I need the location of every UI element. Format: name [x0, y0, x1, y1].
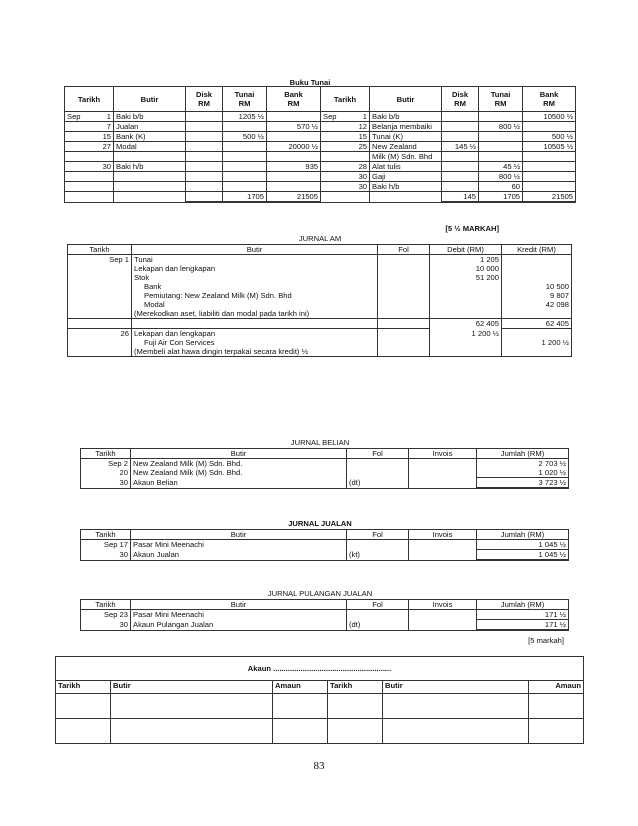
- jam-kredit: [502, 255, 572, 265]
- bt-right-bank: [523, 172, 576, 182]
- bt-left-butir: [114, 172, 186, 182]
- jam-fol: [378, 291, 430, 300]
- jurnal-pulangan-title: JURNAL PULANGAN JUALAN: [267, 589, 373, 598]
- jb-tarikh: 20: [81, 468, 131, 477]
- jam-tarikh: [68, 300, 132, 309]
- jb-butir: New Zealand Milk (M) Sdn. Bhd.: [131, 468, 347, 477]
- bt-right-tunai: 45 ½: [479, 162, 523, 172]
- header-disk: Disk RM: [186, 87, 223, 112]
- buku-tunai-marks: [5 ½ MARKAH]: [445, 224, 499, 233]
- bt-right-butir: [370, 192, 442, 203]
- jam-fol: [378, 319, 430, 329]
- bt-right-bank: [523, 152, 576, 162]
- akaun-blank-row: [56, 694, 584, 719]
- bt-right-day: 1: [353, 112, 370, 122]
- bt-right-tunai: 800 ½: [479, 122, 523, 132]
- bt-right-month: [321, 172, 353, 182]
- jam-kredit: [502, 264, 572, 273]
- bt-left-disk: [186, 162, 223, 172]
- bt-left-butir: [114, 182, 186, 192]
- jp-tarikh: Sep 23: [81, 610, 131, 620]
- header-tunai-right: Tunai RM: [479, 87, 523, 112]
- header-butir-right: Butir: [370, 87, 442, 112]
- bt-left-day: 30: [97, 162, 114, 172]
- bt-left-butir: Modal: [114, 142, 186, 152]
- jam-butir: Fuji Air Con Services: [132, 338, 378, 347]
- jam-tarikh: 26: [68, 329, 132, 339]
- bt-right-tunai: 60: [479, 182, 523, 192]
- jam-kredit: [502, 309, 572, 319]
- jam-h-butir: Butir: [132, 245, 378, 255]
- bt-left-tunai: [223, 182, 267, 192]
- bt-left-butir: Bank (K): [114, 132, 186, 142]
- jj-h-invois: Invois: [409, 530, 477, 540]
- buku-tunai-row: [65, 142, 576, 152]
- jb-invois: [409, 459, 477, 469]
- jb-butir: Akaun Belian: [131, 478, 347, 489]
- jj-butir: Pasar Mini Meenachi: [131, 540, 347, 550]
- bt-left-disk: [186, 142, 223, 152]
- jam-butir: [132, 319, 378, 329]
- bt-left-day: [97, 152, 114, 162]
- bt-left-bank: 21505: [267, 192, 321, 203]
- jp-h-fol: Fol: [347, 600, 409, 610]
- bt-left-month: [65, 192, 97, 203]
- jj-fol: [347, 540, 409, 550]
- bt-right-butir: Milk (M) Sdn. Bhd: [370, 152, 442, 162]
- jp-fol: [347, 610, 409, 620]
- bt-right-month: [321, 192, 353, 203]
- jam-debit: [430, 300, 502, 309]
- buku-tunai-row: [65, 172, 576, 182]
- jurnal-am-row: [68, 309, 572, 319]
- bt-left-tunai: [223, 152, 267, 162]
- jb-row: [81, 468, 569, 477]
- bt-left-disk: [186, 182, 223, 192]
- jam-butir: (Merekodkan aset, liabiliti dan modal pada tarikh ini): [132, 309, 378, 319]
- jb-butir: New Zealand Milk (M) Sdn. Bhd.: [131, 459, 347, 469]
- jp-h-invois: Invois: [409, 600, 477, 610]
- jam-tarikh: Sep 1: [68, 255, 132, 265]
- jb-h-butir: Butir: [131, 449, 347, 459]
- jam-fol: [378, 329, 430, 339]
- bt-right-tunai: [479, 152, 523, 162]
- bt-left-bank: [267, 172, 321, 182]
- bt-left-disk: [186, 172, 223, 182]
- jp-invois: [409, 620, 477, 631]
- jam-tarikh: [68, 309, 132, 319]
- jurnal-jualan-title: JURNAL JUALAN: [288, 519, 352, 528]
- bt-right-tunai: 800 ½: [479, 172, 523, 182]
- bt-right-month: [321, 162, 353, 172]
- akaun-title-row: [56, 657, 584, 681]
- jam-fol: [378, 300, 430, 309]
- jurnal-belian-header-row: [81, 449, 569, 459]
- bt-right-butir: Gaji: [370, 172, 442, 182]
- bt-left-disk: [186, 122, 223, 132]
- jam-tarikh: [68, 282, 132, 291]
- bt-right-disk: [442, 162, 479, 172]
- bt-left-tunai: 1205 ½: [223, 112, 267, 122]
- buku-tunai-title: Buku Tunai: [289, 78, 331, 87]
- header-tarikh-right: Tarikh: [321, 87, 370, 112]
- jam-debit: 51 200: [430, 273, 502, 282]
- jb-tarikh: Sep 2: [81, 459, 131, 469]
- buku-tunai-table: [64, 86, 576, 203]
- akaun-h-butir-right: Butir: [383, 681, 529, 694]
- bt-left-bank: 935: [267, 162, 321, 172]
- bt-right-day: 30: [353, 172, 370, 182]
- jurnal-belian-title: JURNAL BELIAN: [290, 438, 350, 447]
- jam-kredit: 62 405: [502, 319, 572, 329]
- jam-debit: 1 205: [430, 255, 502, 265]
- bt-left-tunai: 1705: [223, 192, 267, 203]
- bt-left-butir: [114, 192, 186, 203]
- bt-left-month: [65, 132, 97, 142]
- bt-right-butir: Belanja membaiki: [370, 122, 442, 132]
- bt-left-day: 7: [97, 122, 114, 132]
- bt-left-month: Sep: [65, 112, 97, 122]
- jb-fol: (dt): [347, 478, 409, 489]
- akaun-h-tarikh: Tarikh: [56, 681, 111, 694]
- jam-kredit: 9 807: [502, 291, 572, 300]
- jurnal-am-header-row: [68, 245, 572, 255]
- jurnal-am-table: [67, 244, 572, 357]
- bt-right-day: 28: [353, 162, 370, 172]
- buku-tunai-row: [65, 162, 576, 172]
- jb-fol: [347, 468, 409, 477]
- jam-butir: Modal: [132, 300, 378, 309]
- jam-h-kredit: Kredit (RM): [502, 245, 572, 255]
- jj-fol: (kt): [347, 550, 409, 561]
- header-tarikh: Tarikh: [65, 87, 114, 112]
- jam-kredit: [502, 347, 572, 357]
- jj-jumlah: 1 045 ½: [477, 550, 569, 561]
- bt-right-tunai: [479, 112, 523, 122]
- bt-left-butir: Baki h/b: [114, 162, 186, 172]
- page-number: 83: [313, 760, 325, 772]
- jb-row: [81, 459, 569, 469]
- jb-fol: [347, 459, 409, 469]
- buku-tunai-row: [65, 182, 576, 192]
- bt-left-tunai: 500 ½: [223, 132, 267, 142]
- bt-left-disk: [186, 132, 223, 142]
- bt-left-month: [65, 162, 97, 172]
- header-bank-right: Bank RM: [523, 87, 576, 112]
- bt-left-butir: Jualan: [114, 122, 186, 132]
- bt-left-month: [65, 152, 97, 162]
- bt-right-butir: New Zealand: [370, 142, 442, 152]
- bt-right-tunai: [479, 132, 523, 142]
- jj-row: [81, 550, 569, 561]
- bt-left-day: [97, 172, 114, 182]
- bt-right-disk: [442, 152, 479, 162]
- jb-h-tarikh: Tarikh: [81, 449, 131, 459]
- jam-debit: [430, 291, 502, 300]
- bt-right-month: [321, 132, 353, 142]
- bt-left-tunai: [223, 172, 267, 182]
- jam-kredit: 42 098: [502, 300, 572, 309]
- jurnal-jualan-table: [80, 529, 569, 561]
- bt-right-disk: 145 ½: [442, 142, 479, 152]
- bt-left-day: [97, 192, 114, 203]
- jam-butir: Stok: [132, 273, 378, 282]
- jj-tarikh: Sep 17: [81, 540, 131, 550]
- jam-butir: Tunai: [132, 255, 378, 265]
- buku-tunai-row: [65, 122, 576, 132]
- bt-left-day: [97, 182, 114, 192]
- bt-right-day: 30: [353, 182, 370, 192]
- jurnal-am-row: [68, 282, 572, 291]
- jam-debit: 62 405: [430, 319, 502, 329]
- jb-jumlah: 3 723 ½: [477, 478, 569, 489]
- jam-butir: Bank: [132, 282, 378, 291]
- jam-butir: Pemiutang: New Zealand Milk (M) Sdn. Bhd: [132, 291, 378, 300]
- jp-fol: (dt): [347, 620, 409, 631]
- jj-butir: Akaun Jualan: [131, 550, 347, 561]
- jam-tarikh: [68, 264, 132, 273]
- jp-h-jumlah: Jumlah (RM): [477, 600, 569, 610]
- jurnal-am-title: JURNAL AM: [298, 234, 342, 243]
- bt-left-bank: [267, 182, 321, 192]
- jb-tarikh: 30: [81, 478, 131, 489]
- jam-kredit: [502, 273, 572, 282]
- jp-jumlah: 171 ½: [477, 610, 569, 620]
- jp-row: [81, 610, 569, 620]
- jb-h-invois: Invois: [409, 449, 477, 459]
- jp-h-butir: Butir: [131, 600, 347, 610]
- bt-left-month: [65, 182, 97, 192]
- jam-tarikh: [68, 347, 132, 357]
- bt-right-butir: Baki h/b: [370, 182, 442, 192]
- bt-right-disk: 145: [442, 192, 479, 203]
- jurnal-am-row: [68, 329, 572, 339]
- bt-right-month: [321, 122, 353, 132]
- bt-left-butir: Baki b/b: [114, 112, 186, 122]
- jam-debit: [430, 282, 502, 291]
- jam-butir: Lekapan dan lengkapan: [132, 329, 378, 339]
- bt-right-bank: [523, 122, 576, 132]
- bt-right-bank: [523, 162, 576, 172]
- jb-row: [81, 478, 569, 489]
- jam-h-fol: Fol: [378, 245, 430, 255]
- bt-right-bank: 10505 ½: [523, 142, 576, 152]
- jam-debit: [430, 347, 502, 357]
- jj-h-jumlah: Jumlah (RM): [477, 530, 569, 540]
- header-tunai: Tunai RM: [223, 87, 267, 112]
- bt-left-bank: 20000 ½: [267, 142, 321, 152]
- jp-butir: Akaun Pulangan Jualan: [131, 620, 347, 631]
- jp-row: [81, 620, 569, 631]
- jp-butir: Pasar Mini Meenachi: [131, 610, 347, 620]
- bt-right-disk: [442, 132, 479, 142]
- bt-right-month: Sep: [321, 112, 353, 122]
- jam-kredit: 1 200 ½: [502, 338, 572, 347]
- bt-right-day: [353, 192, 370, 203]
- jam-kredit: [502, 329, 572, 339]
- buku-tunai-row: [65, 152, 576, 162]
- bt-left-bank: [267, 152, 321, 162]
- bt-right-day: 12: [353, 122, 370, 132]
- jam-debit: [430, 309, 502, 319]
- header-disk-right: Disk RM: [442, 87, 479, 112]
- bt-left-disk: [186, 112, 223, 122]
- jj-h-butir: Butir: [131, 530, 347, 540]
- bt-right-tunai: [479, 142, 523, 152]
- jb-jumlah: 1 020 ½: [477, 468, 569, 477]
- jam-debit: [430, 338, 502, 347]
- bt-left-disk: [186, 152, 223, 162]
- jj-row: [81, 540, 569, 550]
- akaun-title: Akaun ........................................................: [56, 657, 584, 681]
- bt-left-day: 1: [97, 112, 114, 122]
- bt-left-bank: [267, 132, 321, 142]
- jj-invois: [409, 550, 477, 561]
- akaun-h-tarikh-right: Tarikh: [328, 681, 383, 694]
- bt-right-month: [321, 142, 353, 152]
- akaun-header-row: [56, 681, 584, 694]
- jurnal-am-row: [68, 264, 572, 273]
- bt-right-disk: [442, 172, 479, 182]
- jam-fol: [378, 309, 430, 319]
- jam-h-debit: Debit (RM): [430, 245, 502, 255]
- bt-right-butir: Alat tulis: [370, 162, 442, 172]
- jj-h-fol: Fol: [347, 530, 409, 540]
- bt-right-day: [353, 152, 370, 162]
- jp-invois: [409, 610, 477, 620]
- bt-right-month: [321, 182, 353, 192]
- jam-h-tarikh: Tarikh: [68, 245, 132, 255]
- jurnal-jualan-header-row: [81, 530, 569, 540]
- jurnal-belian-table: [80, 448, 569, 489]
- bt-right-butir: Baki b/b: [370, 112, 442, 122]
- jb-invois: [409, 478, 477, 489]
- bt-left-day: 27: [97, 142, 114, 152]
- jj-h-tarikh: Tarikh: [81, 530, 131, 540]
- bt-left-month: [65, 122, 97, 132]
- jb-invois: [409, 468, 477, 477]
- buku-tunai-row: [65, 112, 576, 122]
- jp-h-tarikh: Tarikh: [81, 600, 131, 610]
- bt-right-tunai: 1705: [479, 192, 523, 203]
- jam-tarikh: [68, 319, 132, 329]
- akaun-blank-row: [56, 719, 584, 744]
- bt-right-bank: [523, 182, 576, 192]
- jam-debit: 10 000: [430, 264, 502, 273]
- jp-jumlah: 171 ½: [477, 620, 569, 631]
- jam-tarikh: [68, 291, 132, 300]
- jurnal-am-row: [68, 273, 572, 282]
- jurnal-am-row: [68, 255, 572, 265]
- jam-butir: (Membeli alat hawa dingin terpakai secara kredit) ½: [132, 347, 378, 357]
- jurnal-pulangan-marks: [5 markah]: [528, 636, 564, 645]
- bt-right-month: [321, 152, 353, 162]
- bt-left-bank: [267, 112, 321, 122]
- buku-tunai-row: [65, 132, 576, 142]
- jam-tarikh: [68, 338, 132, 347]
- bt-right-disk: [442, 112, 479, 122]
- bt-right-bank: 500 ½: [523, 132, 576, 142]
- jurnal-am-row: [68, 300, 572, 309]
- jj-tarikh: 30: [81, 550, 131, 561]
- bt-right-day: 15: [353, 132, 370, 142]
- akaun-table: [55, 656, 584, 744]
- bt-left-bank: 570 ½: [267, 122, 321, 132]
- bt-left-butir: [114, 152, 186, 162]
- buku-tunai-row: [65, 192, 576, 203]
- jam-fol: [378, 273, 430, 282]
- akaun-h-butir: Butir: [111, 681, 273, 694]
- jb-jumlah: 2 703 ½: [477, 459, 569, 469]
- header-butir: Butir: [114, 87, 186, 112]
- bt-right-bank: 21505: [523, 192, 576, 203]
- bt-left-tunai: [223, 142, 267, 152]
- bt-right-disk: [442, 122, 479, 132]
- jam-tarikh: [68, 273, 132, 282]
- bt-left-tunai: [223, 162, 267, 172]
- buku-tunai-header-row: [65, 87, 576, 112]
- jurnal-am-row: [68, 291, 572, 300]
- jam-fol: [378, 255, 430, 265]
- bt-right-butir: Tunai (K): [370, 132, 442, 142]
- jurnal-am-row: [68, 338, 572, 347]
- jurnal-am-row: [68, 347, 572, 357]
- jam-kredit: 10 500: [502, 282, 572, 291]
- bt-left-day: 15: [97, 132, 114, 142]
- bt-left-month: [65, 142, 97, 152]
- bt-left-month: [65, 172, 97, 182]
- jam-fol: [378, 264, 430, 273]
- jp-tarikh: 30: [81, 620, 131, 631]
- bt-left-tunai: [223, 122, 267, 132]
- jurnal-pulangan-header-row: [81, 600, 569, 610]
- jj-jumlah: 1 045 ½: [477, 540, 569, 550]
- jam-butir: Lekapan dan lengkapan: [132, 264, 378, 273]
- jam-debit: 1 200 ½: [430, 329, 502, 339]
- jb-h-jumlah: Jumlah (RM): [477, 449, 569, 459]
- jam-fol: [378, 338, 430, 347]
- jj-invois: [409, 540, 477, 550]
- jb-h-fol: Fol: [347, 449, 409, 459]
- akaun-h-amaun: Amaun: [273, 681, 328, 694]
- jurnal-am-row: [68, 319, 572, 329]
- bt-right-bank: 10500 ½: [523, 112, 576, 122]
- bt-right-day: 25: [353, 142, 370, 152]
- bt-right-disk: [442, 182, 479, 192]
- jam-fol: [378, 347, 430, 357]
- header-bank: Bank RM: [267, 87, 321, 112]
- akaun-h-amaun-right: Amaun: [529, 681, 584, 694]
- bt-left-disk: [186, 192, 223, 203]
- jurnal-pulangan-table: [80, 599, 569, 631]
- jam-fol: [378, 282, 430, 291]
